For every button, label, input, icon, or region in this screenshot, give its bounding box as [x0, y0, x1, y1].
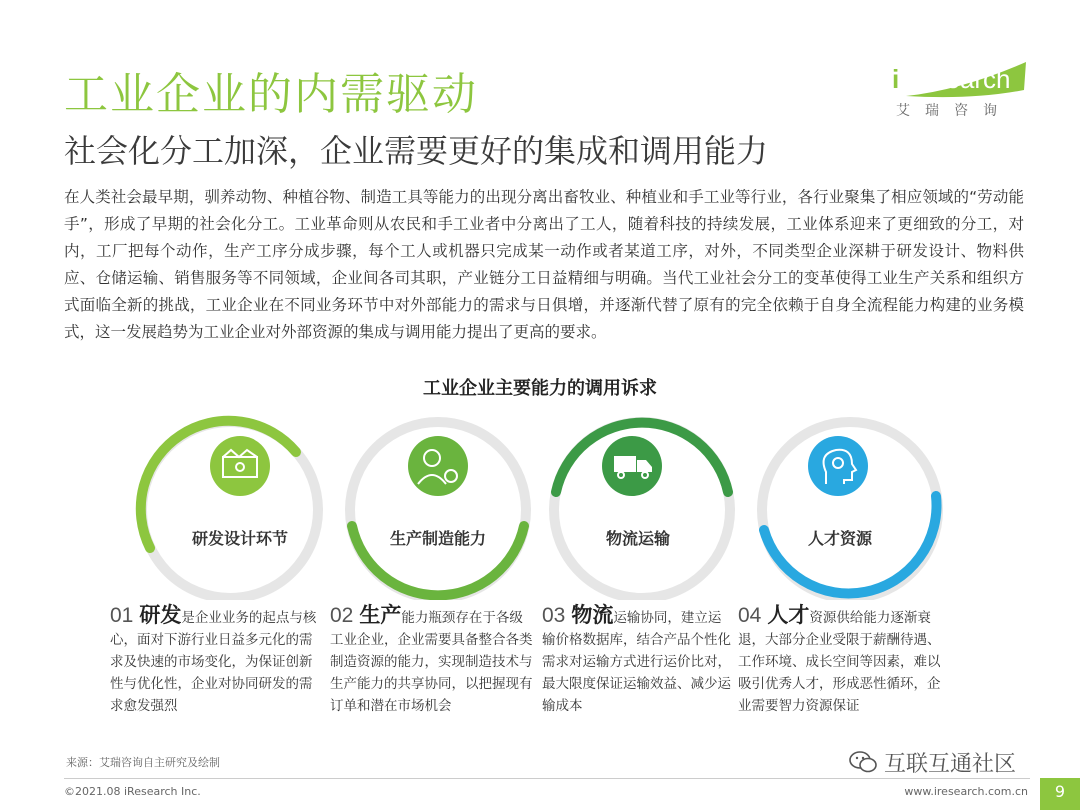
page-subtitle: 社会化分工加深，企业需要更好的集成和调用能力	[64, 132, 769, 170]
wechat-icon	[848, 749, 878, 775]
logo-rest: Research	[899, 64, 1011, 94]
desc-key: 人才	[767, 603, 810, 627]
rings-svg	[0, 400, 1080, 600]
desc-item-1	[110, 604, 320, 717]
page-title: 工业企业的内需驱动	[64, 69, 478, 120]
ring-label-talent: 人才资源	[807, 529, 872, 548]
desc-key: 研发	[139, 603, 182, 627]
logo-wordmark	[892, 64, 1011, 95]
truck-icon	[602, 436, 662, 496]
logo-prefix: i	[892, 64, 900, 94]
desc-text: 能力瓶颈存在于各级工业企业，企业需要具备整合各类制造资源的能力，实现制造技术与生产能力的共享协同，以把握现有订单和潜在市场机会	[330, 610, 533, 714]
site-url[interactable]: www.iresearch.com.cn	[904, 785, 1028, 798]
page-number: 9	[1054, 782, 1066, 801]
watermark-text: 互联互通社区	[884, 751, 1017, 777]
desc-item-3	[542, 604, 732, 717]
footer-divider	[64, 778, 1030, 779]
head-lightbulb-icon	[808, 436, 868, 496]
desc-num: 03	[542, 604, 566, 627]
worker-gear-icon	[408, 436, 468, 496]
factory-icon	[210, 436, 270, 496]
logo-cn: 艾瑞咨询	[896, 103, 1012, 119]
copyright: ©2021.08 iResearch Inc.	[64, 785, 201, 798]
capability-diagram	[0, 400, 1080, 600]
diagram-title: 工业企业主要能力的调用诉求	[423, 378, 657, 399]
desc-num: 04	[738, 604, 762, 627]
ring-label-logistics: 物流运输	[605, 529, 670, 548]
desc-num: 02	[330, 604, 354, 627]
source-note: 来源：艾瑞咨询自主研究及绘制	[66, 756, 220, 769]
desc-num: 01	[110, 604, 134, 627]
desc-item-2	[330, 604, 536, 717]
desc-key: 物流	[571, 603, 614, 627]
desc-item-4	[738, 604, 948, 717]
ring-label-production: 生产制造能力	[389, 529, 486, 548]
desc-text: 是企业业务的起点与核心，面对下游行业日益多元化的需求及快速的市场变化，为保证创新性与优化性，企业对协同研发的需求愈发强烈	[110, 610, 317, 714]
watermark	[848, 746, 1016, 778]
desc-text: 运输协同，建立运输价格数据库，结合产品个性化需求对运输方式进行运价比对，最大限度保证运输效益、减少运输成本	[542, 610, 731, 714]
desc-text: 资源供给能力逐渐衰退，大部分企业受限于薪酬待遇、工作环境、成长空间等因素，难以吸引优秀人才，形成恶性循环，企业需要智力资源保证	[738, 610, 941, 714]
desc-key: 生产	[359, 603, 402, 627]
intro-paragraph: 在人类社会最早期，驯养动物、种植谷物、制造工具等能力的出现分离出畜牧业、种植业和手工业等行业，各行业聚集了相应领域的“劳动能手”，形成了早期的社会化分工。工业革命则从农民和手工业者中分离出了工人，随着科技的持续发展，工业体系迎来了更细致的分工，对内，工厂把每个动作，生产工序分成步骤，每个工人或机器只完成某一动作或者某道工序，对外，不同类型企业深耕于研发设计、物料供应、仓储运输、销售服务等不同领域，企业间各司其职，产业链分工日益精细与明确。当代工业社会分工的变革使得工业生产关系和组织方式面临全新的挑战，工业企业在不同业务环节中对外部能力的需求与日俱增，并逐渐代替了原有的完全依赖于自身全流程能力构建的业务模式，这一发展趋势为工业企业对外部资源的集成与调用能力提出了更高的要求。	[64, 188, 1024, 341]
ring-label-rd: 研发设计环节	[191, 529, 288, 548]
iresearch-logo	[892, 60, 1032, 124]
